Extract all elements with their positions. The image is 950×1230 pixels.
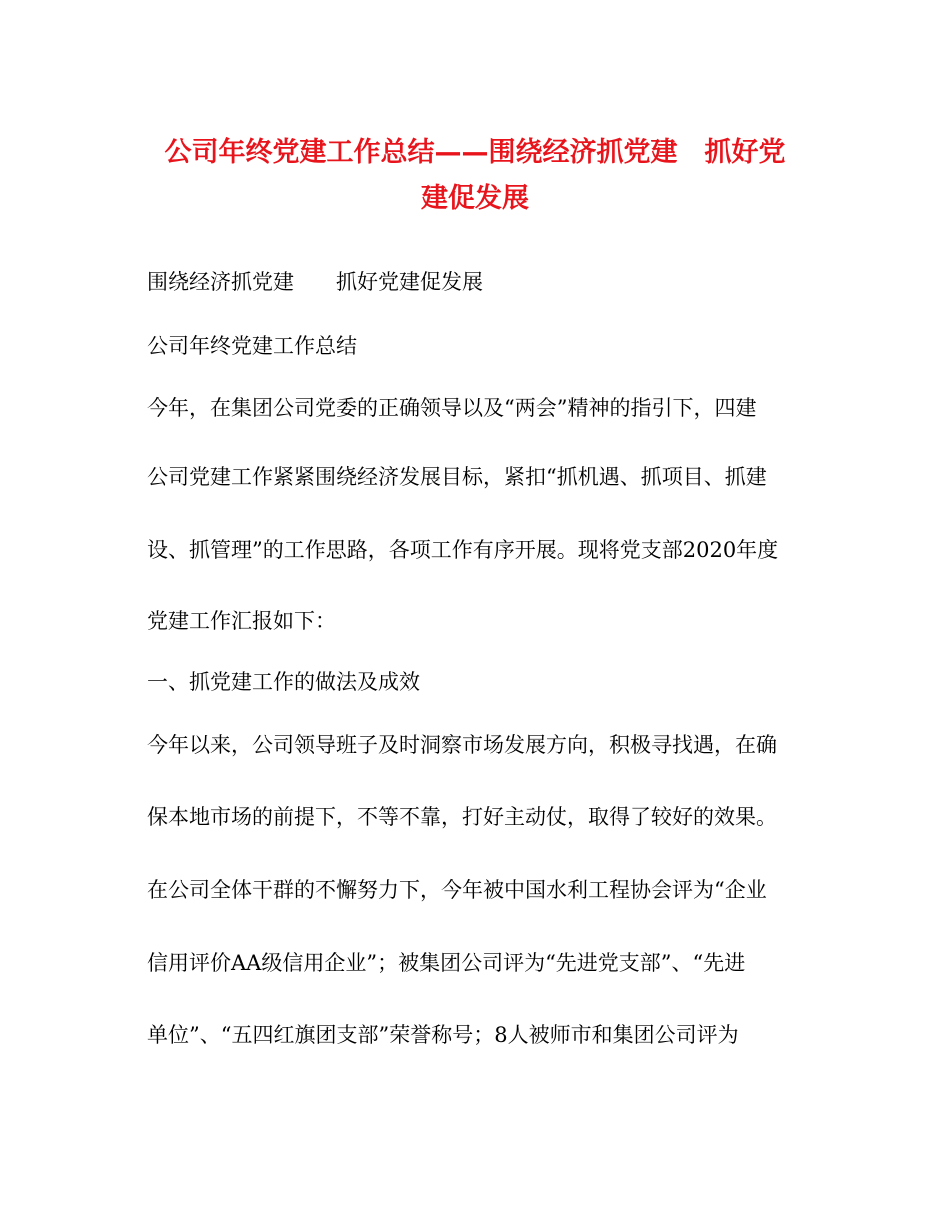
paragraph-1-line-4: 党建工作汇报如下：	[147, 609, 336, 633]
paragraph-2-line-1: 今年以来，公司领导班子及时洞察市场发展方向，积极寻找遇，在确	[147, 733, 777, 757]
paragraph-1-line-2: 公司党建工作紧紧围绕经济发展目标，紧扣“抓机遇、抓项目、抓建	[147, 465, 767, 489]
paragraph-1-line-3: 设、抓管理”的工作思路，各项工作有序开展。现将党支部2020年度	[147, 538, 779, 562]
paragraph-2-line-5: 单位”、“五四红旗团支部”荣誉称号；8人被师市和集团公司评为	[147, 1023, 739, 1047]
paragraph-2-line-2: 保本地市场的前提下，不等不靠，打好主动仗，取得了较好的效果。	[147, 805, 777, 829]
document-title-line-1: 公司年终党建工作总结——围绕经济抓党建 抓好党	[164, 137, 786, 168]
subtitle-summary: 公司年终党建工作总结	[147, 334, 357, 358]
paragraph-1-line-1: 今年，在集团公司党委的正确领导以及“两会”精神的指引下，四建	[147, 396, 757, 420]
paragraph-2-line-3: 在公司全体干群的不懈努力下，今年被中国水利工程协会评为“企业	[147, 878, 767, 902]
paragraph-2-line-4: 信用评价AA级信用企业”；被集团公司评为“先进党支部”、“先进	[147, 951, 746, 975]
section-1-heading: 一、抓党建工作的做法及成效	[147, 670, 420, 694]
document-title-line-2: 建促发展	[421, 183, 529, 214]
subtitle-slogan: 围绕经济抓党建 抓好党建促发展	[147, 270, 483, 294]
